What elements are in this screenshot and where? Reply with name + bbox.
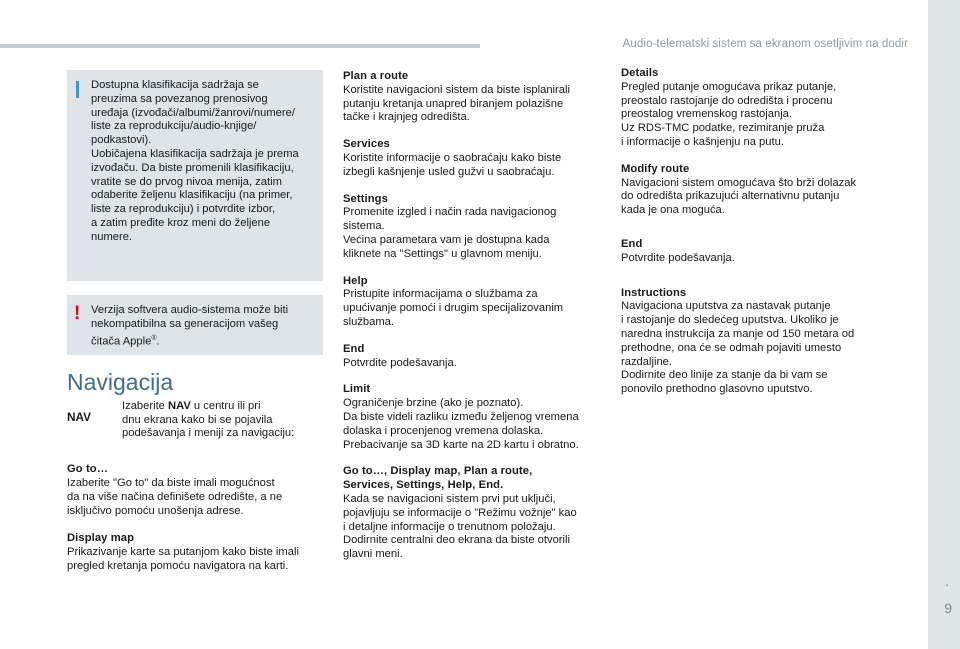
- warning-text: Verzija softvera audio-sistema može biti nekompatibilna sa generacijom vašeg čitača Apple®.: [91, 304, 289, 348]
- menu-item-details: Details Pregled putanje omogućava prikaz putanje, preostalo rastojanje do odredišta i procenu preostalog vremenskog rastojanja. Uz RDS-TMC podatke, rezimiranje pruža i informacije o kašnjenju na putu.: [621, 67, 837, 148]
- menu-item-limit: Limit Ograničenje brzine (ako je poznato). Da biste videli razliku između željenog vremena dolaska i procenjenog vremena dolaska. Prebacivanje sa 3D karte na 2D kartu i obratno.: [343, 383, 579, 451]
- continuation-mark: .: [945, 573, 949, 589]
- warning-icon: !: [74, 303, 81, 324]
- menu-item-main-menu: Go to…, Display map, Plan a route, Services, Settings, Help, End. Kada se navigacioni sistem prvi put uključi, pojavljuju se informacije o "Režimu vožnje" kao i detaljne informacije o trenutnom položaju. Dodirnite centralni deo ekrana da biste otvorili glavni meni.: [343, 465, 577, 561]
- menu-item-help: Help Pristupite informacijama o službama za upućivanje pomoći i drugim specijalizovanim službama.: [343, 274, 564, 328]
- menu-item-go-to: Go to… Izaberite "Go to" da biste imali mogućnost da na više načina definišete odredište, a ne isključivo pomoću unošenja adrese.: [67, 463, 283, 517]
- column-right: [621, 67, 885, 410]
- menu-item-display-map: Display map Prikazivanje karte sa putanjom kako biste imali pregled kretanja pomoću navigatora na karti.: [67, 532, 299, 572]
- nav-instruction: [67, 400, 323, 441]
- info-box: [67, 70, 323, 281]
- info-marker-icon: [76, 81, 79, 98]
- menu-item-plan-a-route: Plan a route Koristite navigacioni sistem da biste isplanirali putanju kretanja unapred biranjem polazišne tačke i krajnjeg odredišta.: [343, 70, 570, 124]
- nav-instruction-text: Izaberite NAV u centru ili pri dnu ekrana kako bi se pojavila podešavanja i meniji za navigaciju:: [122, 399, 295, 440]
- column-middle: [343, 70, 607, 575]
- menu-item-modify-route: Modify route Navigacioni sistem omogućava što brži dolazak do odredišta prikazujući alternativnu putanju kada je ona moguća.: [621, 162, 857, 217]
- nav-button-label: NAV: [67, 409, 92, 424]
- warning-box: [67, 295, 323, 355]
- menu-item-services: Services Koristite informacije o saobraćaju kako biste izbegli kašnjenje usled gužvi u saobraćaju.: [343, 138, 562, 178]
- page-number: 9: [944, 600, 952, 616]
- menu-item-instructions: Instructions Navigaciona uputstva za nastavak putanje i rastojanje do sledećeg uputstva. Ukoliko je naredna instrukcija za manje od 150 metara od prethodne, ona će se odmah pojaviti umesto razdaljine. Dodirnite deo linije za stanje da bi vam se ponovilo prethodno glasovno uputstvo.: [621, 286, 855, 396]
- section-title-navigacija: Navigacija: [67, 369, 174, 395]
- menu-item-end: End Potvrdite podešavanja.: [343, 342, 457, 369]
- page-header-title: Audio-telematski sistem sa ekranom osetljivim na dodir: [622, 38, 908, 50]
- side-strip: [928, 0, 960, 649]
- column-left: [67, 70, 323, 588]
- info-text: Dostupna klasifikacija sadržaja se preuzima sa povezanog prenosivog uređaja (izvođači/albumi/žanrovi/numere/ liste za reprodukciju/audio-knjige/ podkastovi). Uobičajena klasifikacija sadržaja je prema izvođaču. Da biste promenili klasifikaciju, vratite se do prvog nivoa menija, zatim odaberite željenu klasifikaciju (na primer, liste za reprodukciju) i potvrdite izbor, a zatim pređite kroz meni do željene numere.: [91, 79, 299, 243]
- menu-item-settings: Settings Promenite izgled i način rada navigacionog sistema. Većina parametara vam je dostupna kada kliknete na "Settings" u glavnom meniju.: [343, 192, 557, 260]
- menu-item-end-2: End Potvrdite podešavanja.: [621, 237, 735, 264]
